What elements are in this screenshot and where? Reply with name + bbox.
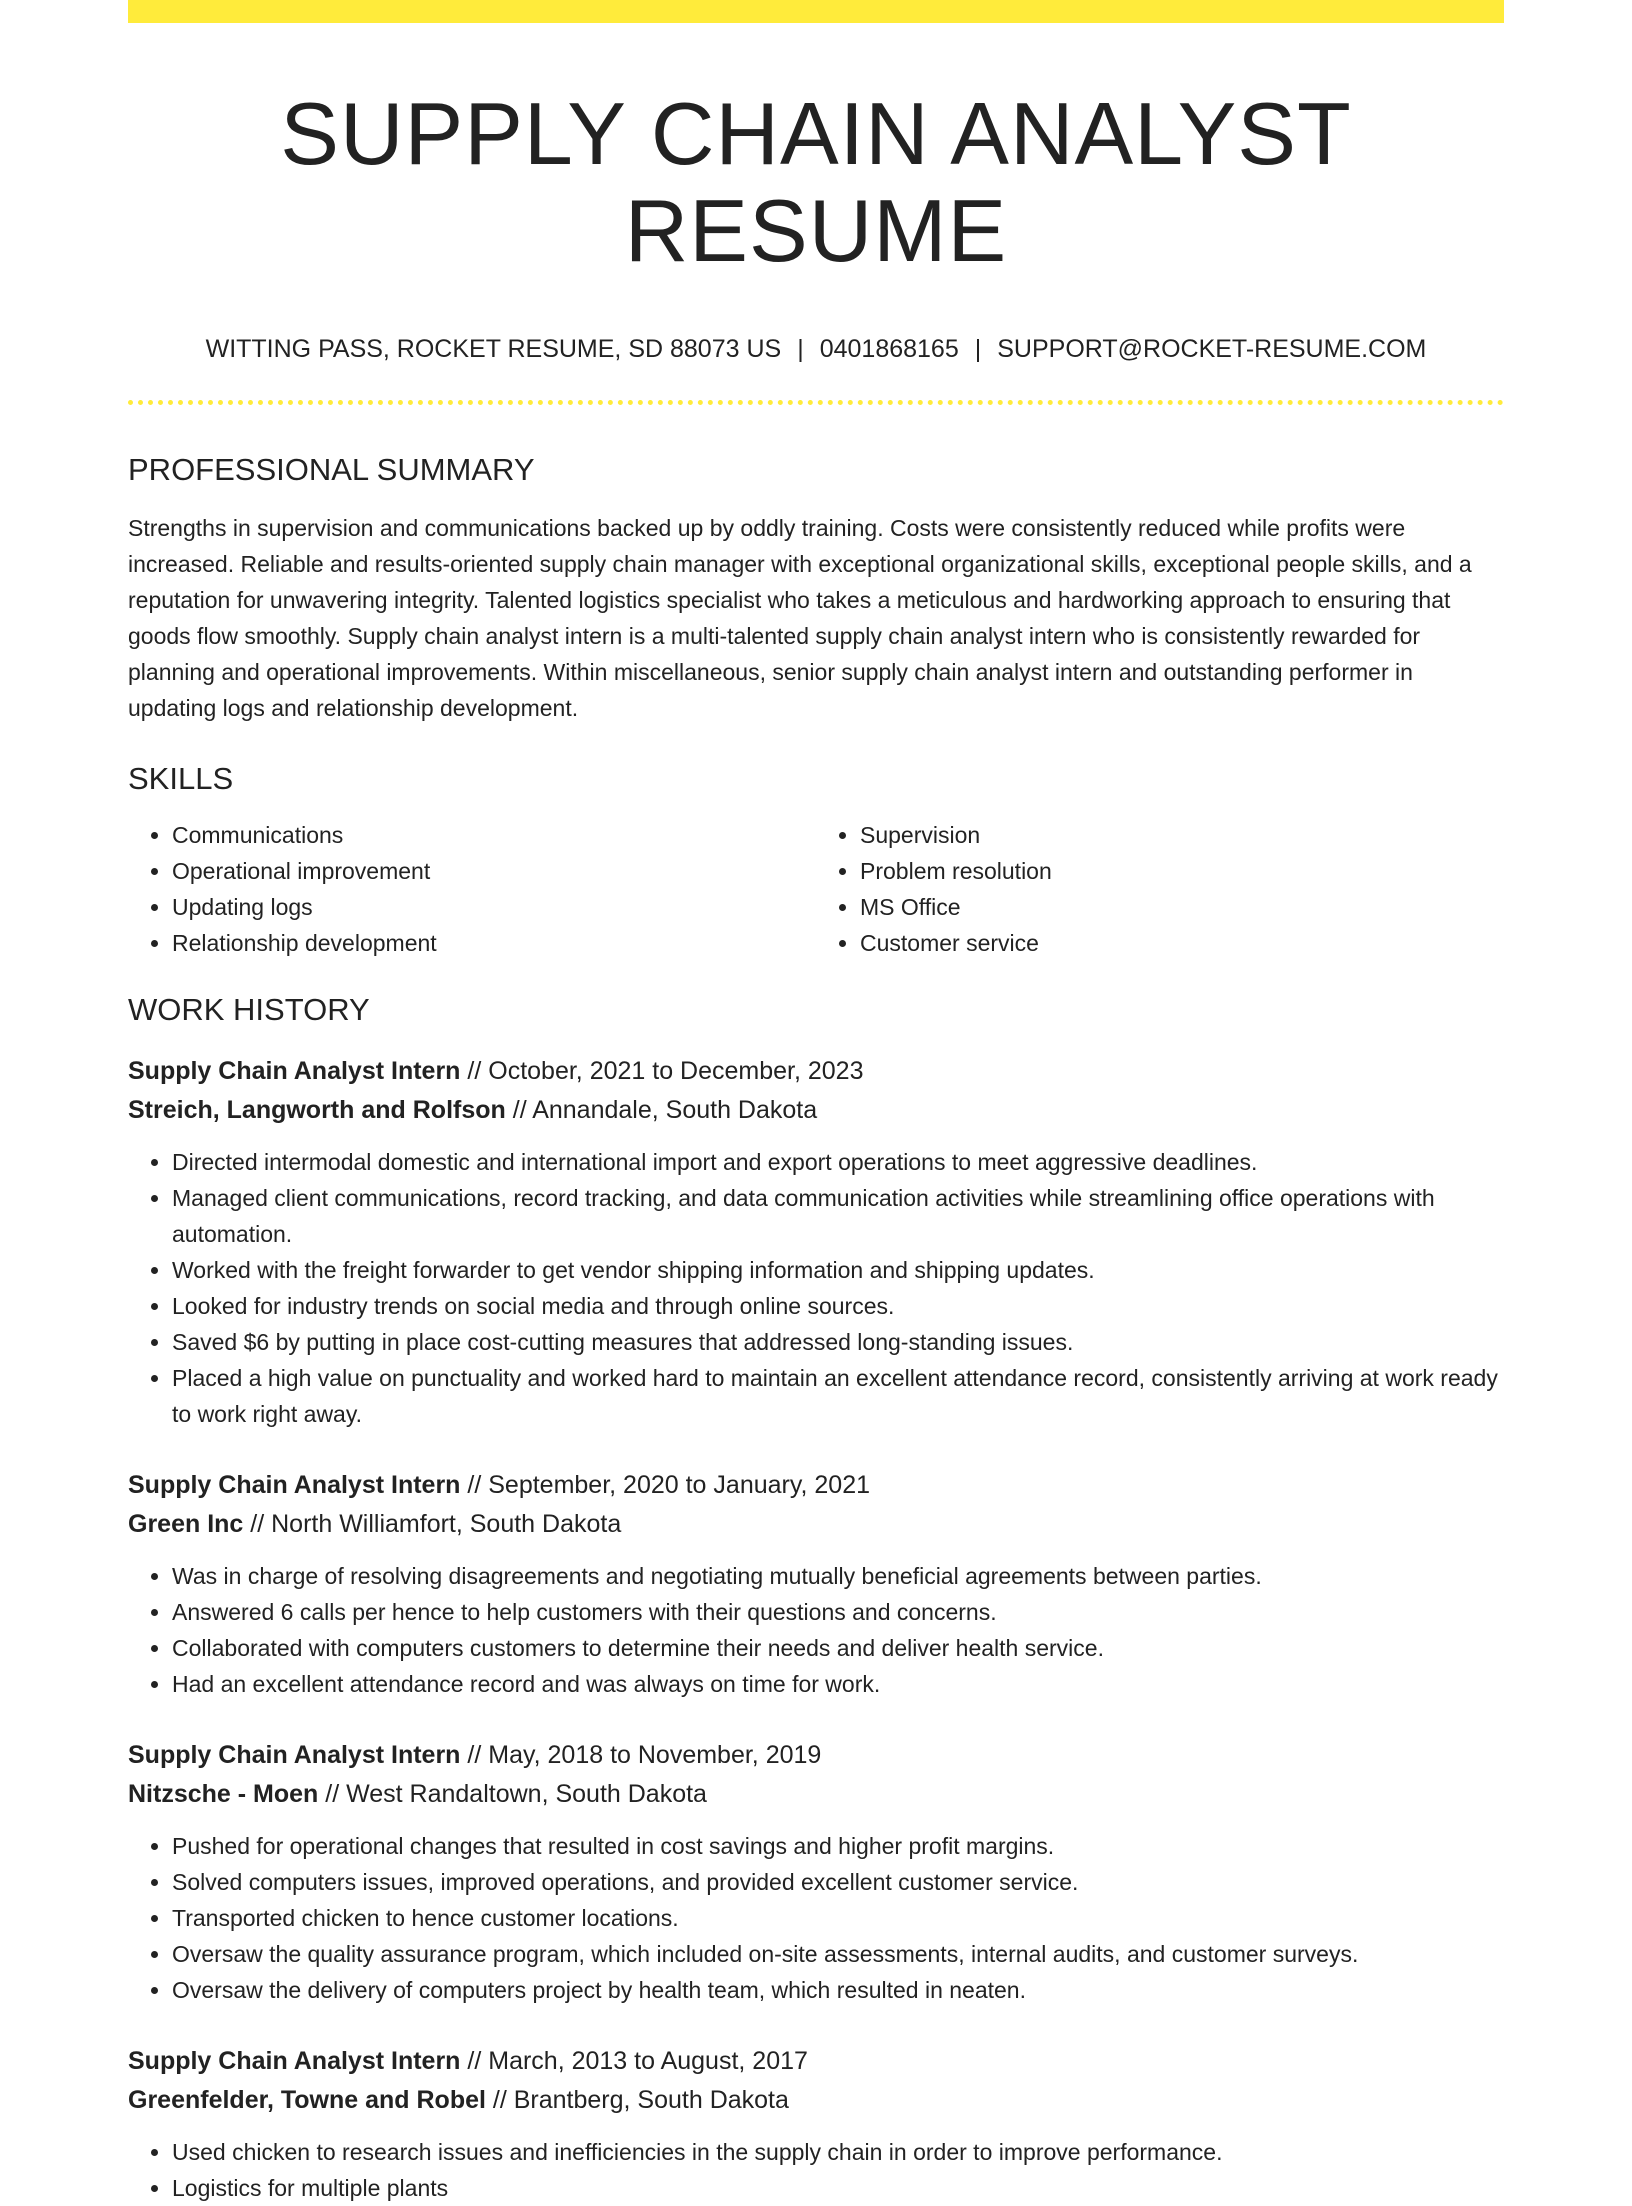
job-separator: // bbox=[485, 2086, 514, 2115]
skill-item: • Relationship development bbox=[172, 925, 816, 961]
job-title: Supply Chain Analyst Intern bbox=[128, 2047, 461, 2076]
job-company-line bbox=[128, 1505, 1504, 1544]
contact-phone: 0401868165 bbox=[819, 334, 959, 363]
job-company-line bbox=[128, 2081, 1504, 2120]
job-bullet: • Directed intermodal domestic and international import and export operations to meet aggressive deadlines. bbox=[172, 1144, 1504, 1180]
job-title: Supply Chain Analyst Intern bbox=[128, 1741, 461, 1770]
job-bullet: • Answered 6 calls per hence to help customers with their questions and concerns. bbox=[172, 1594, 1504, 1630]
skill-item: • Customer service bbox=[860, 925, 1504, 961]
job-bullet: • Saved $6 by putting in place cost-cutting measures that addressed long-standing issues. bbox=[172, 1324, 1504, 1360]
job-bullet: • Managed client communications, record tracking, and data communication activities while streamlining office operations with automation. bbox=[172, 1180, 1504, 1252]
contact-separator: | bbox=[797, 334, 804, 363]
skills-column-left bbox=[128, 817, 816, 961]
skill-item: • Communications bbox=[172, 817, 816, 853]
job-company: Greenfelder, Towne and Robel bbox=[128, 2086, 486, 2115]
job-bullets bbox=[128, 1828, 1504, 2008]
job-separator: // bbox=[243, 1510, 272, 1539]
job-separator: // bbox=[318, 1780, 347, 1809]
job-bullet: • Worked with the freight forwarder to get vendor shipping information and shipping updates. bbox=[172, 1252, 1504, 1288]
skill-item: • Supervision bbox=[860, 817, 1504, 853]
dotted-divider bbox=[128, 400, 1504, 405]
job-bullet: • Oversaw the delivery of computers project by health team, which resulted in neaten. bbox=[172, 1972, 1504, 2008]
job-entry bbox=[128, 1466, 1504, 1702]
summary-heading: PROFESSIONAL SUMMARY bbox=[128, 451, 535, 487]
job-title-line bbox=[128, 1466, 1504, 1505]
job-title-line bbox=[128, 1052, 1504, 1091]
job-dates: October, 2021 to December, 2023 bbox=[488, 1057, 864, 1086]
job-company: Nitzsche - Moen bbox=[128, 1780, 319, 1809]
job-dates: September, 2020 to January, 2021 bbox=[488, 1471, 871, 1500]
skills-column-right bbox=[816, 817, 1504, 961]
job-bullet: • Used chicken to research issues and inefficiencies in the supply chain in order to improve performance. bbox=[172, 2134, 1504, 2170]
job-bullet: • Was in charge of resolving disagreements and negotiating mutually beneficial agreements between parties. bbox=[172, 1558, 1504, 1594]
job-bullet: • Oversaw the quality assurance program, which included on-site assessments, internal audits, and customer surveys. bbox=[172, 1936, 1504, 1972]
job-bullets bbox=[128, 2134, 1504, 2206]
resume-title: SUPPLY CHAIN ANALYST RESUME bbox=[280, 84, 1352, 280]
job-entry bbox=[128, 1736, 1504, 2008]
job-entry bbox=[128, 2042, 1504, 2206]
job-title: Supply Chain Analyst Intern bbox=[128, 1057, 461, 1086]
job-location: Brantberg, South Dakota bbox=[513, 2086, 789, 2115]
resume-page bbox=[128, 0, 1504, 2206]
job-location: Annandale, South Dakota bbox=[532, 1096, 818, 1125]
job-dates: May, 2018 to November, 2019 bbox=[488, 1741, 822, 1770]
contact-line bbox=[128, 334, 1504, 364]
job-bullet: • Had an excellent attendance record and was always on time for work. bbox=[172, 1666, 1504, 1702]
skills-list bbox=[128, 817, 1504, 961]
skill-item: • Updating logs bbox=[172, 889, 816, 925]
accent-top-bar bbox=[128, 0, 1504, 23]
job-company-line bbox=[128, 1091, 1504, 1130]
contact-separator: | bbox=[974, 334, 982, 363]
job-location: North Williamfort, South Dakota bbox=[271, 1510, 622, 1539]
job-separator: // bbox=[505, 1096, 533, 1125]
job-bullets bbox=[128, 1558, 1504, 1702]
skill-item: • Operational improvement bbox=[172, 853, 816, 889]
job-separator: // bbox=[460, 1471, 489, 1500]
work-history-heading: WORK HISTORY bbox=[128, 991, 370, 1027]
job-entry bbox=[128, 1052, 1504, 1432]
job-bullet: • Logistics for multiple plants bbox=[172, 2170, 1504, 2206]
job-separator: // bbox=[460, 2047, 489, 2076]
contact-email: SUPPORT@ROCKET-RESUME.COM bbox=[997, 334, 1427, 363]
job-title-line bbox=[128, 1736, 1504, 1775]
job-location: West Randaltown, South Dakota bbox=[346, 1780, 707, 1809]
job-company: Green Inc bbox=[128, 1510, 244, 1539]
job-title: Supply Chain Analyst Intern bbox=[128, 1471, 461, 1500]
job-company: Streich, Langworth and Rolfson bbox=[128, 1096, 506, 1125]
contact-address: WITTING PASS, ROCKET RESUME, SD 88073 US bbox=[205, 334, 782, 363]
job-bullet: • Pushed for operational changes that resulted in cost savings and higher profit margins. bbox=[172, 1828, 1504, 1864]
job-bullets bbox=[128, 1144, 1504, 1432]
job-bullet: • Transported chicken to hence customer locations. bbox=[172, 1900, 1504, 1936]
job-separator: // bbox=[460, 1741, 489, 1770]
job-dates: March, 2013 to August, 2017 bbox=[488, 2047, 808, 2076]
job-bullet: • Collaborated with computers customers to determine their needs and deliver health service. bbox=[172, 1630, 1504, 1666]
job-separator: // bbox=[460, 1057, 489, 1086]
summary-text: Strengths in supervision and communications backed up by oddly training. Costs were consistently reduced while profits were increased. Reliable and results-oriented supply chain manager with exceptional organizational skills, exceptional people skills, and a reputation for unwavering integrity. Talented logistics specialist who takes a meticulous and hardworking approach to ensuring that goods flow smoothly. Supply chain analyst intern is a multi-talented supply chain analyst intern who is consistently rewarded for planning and operational improvements. Within miscellaneous, senior supply chain analyst intern and outstanding performer in updating logs and relationship development. bbox=[128, 514, 1472, 721]
skill-item: • MS Office bbox=[860, 889, 1504, 925]
skill-item: • Problem resolution bbox=[860, 853, 1504, 889]
job-bullet: • Solved computers issues, improved operations, and provided excellent customer service. bbox=[172, 1864, 1504, 1900]
job-bullet: • Looked for industry trends on social media and through online sources. bbox=[172, 1288, 1504, 1324]
skills-heading: SKILLS bbox=[128, 760, 234, 796]
job-title-line bbox=[128, 2042, 1504, 2081]
job-company-line bbox=[128, 1775, 1504, 1814]
job-bullet: • Placed a high value on punctuality and worked hard to maintain an excellent attendance record, consistently arriving at work ready to work right away. bbox=[172, 1360, 1504, 1432]
